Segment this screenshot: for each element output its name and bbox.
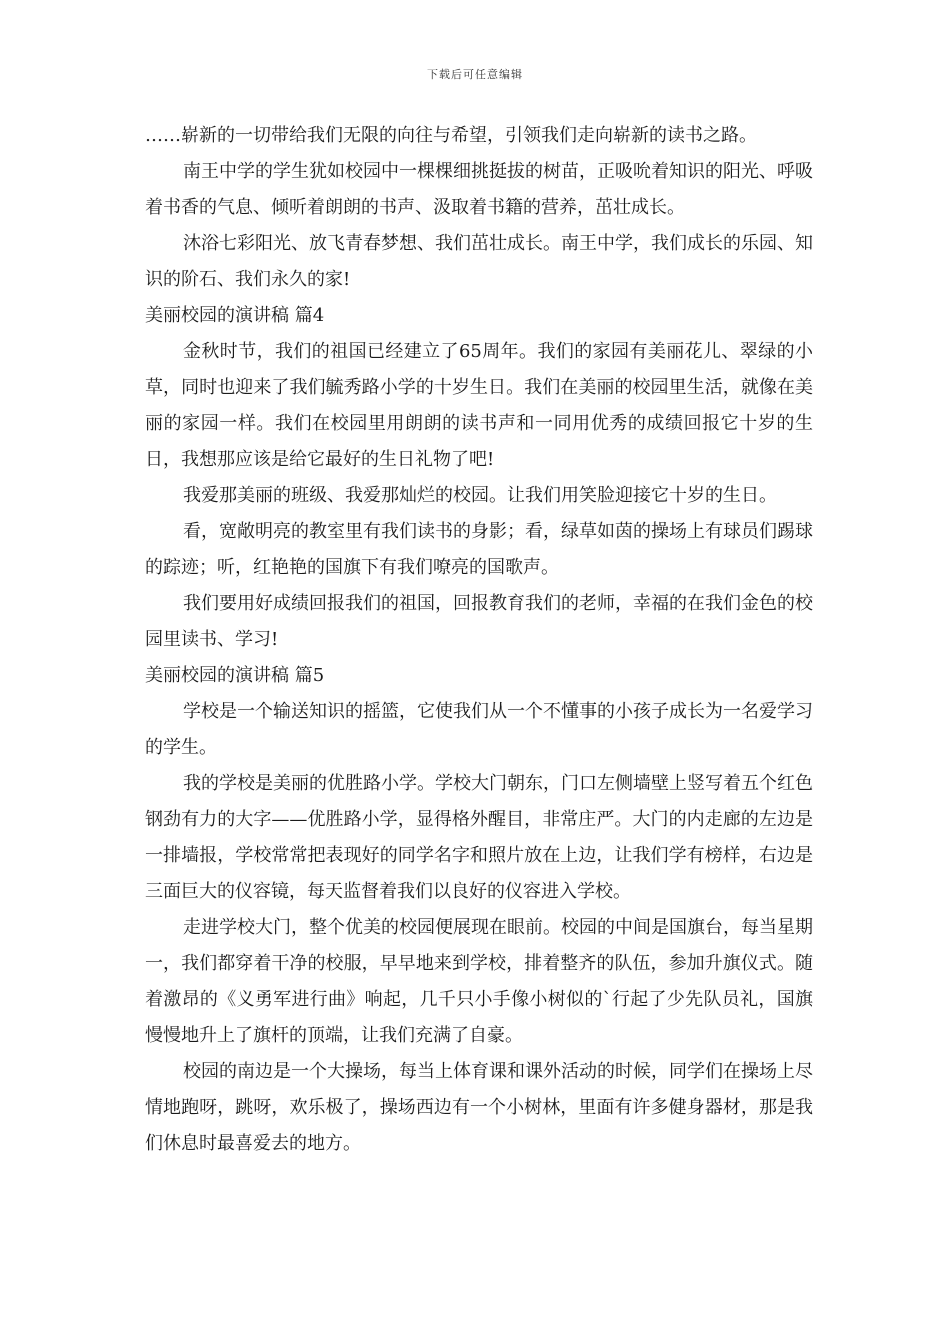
paragraph: 南王中学的学生犹如校园中一棵棵细挑挺拔的树苗，正吸吮着知识的阳光、呼吸着书香的气息、倾听着朗朗的书声、汲取着书籍的营养，茁壮成长。 <box>145 161 813 218</box>
paragraph: 沐浴七彩阳光、放飞青春梦想、我们茁壮成长。南王中学，我们成长的乐园、知识的阶石、我们永久的家! <box>145 233 813 290</box>
paragraph: 我爱那美丽的班级、我爱那灿烂的校园。让我们用笑脸迎接它十岁的生日。 <box>183 485 777 506</box>
section-heading: 美丽校园的演讲稿 篇4 <box>145 305 325 326</box>
paragraph: 金秋时节，我们的祖国已经建立了65周年。我们的家园有美丽花儿、翠绿的小草，同时也迎来了我们毓秀路小学的十岁生日。我们在美丽的校园里生活，就像在美丽的家园一样。我们在校园里用朗朗的读书声和一同用优秀的成绩回报它十岁的生日，我想那应该是给它最好的生日礼物了吧! <box>145 341 813 470</box>
paragraph: 校园的南边是一个大操场，每当上体育课和课外活动的时候，同学们在操场上尽情地跑呀，跳呀，欢乐极了，操场西边有一个小树林，里面有许多健身器材，那是我们休息时最喜爱去的地方。 <box>145 1061 813 1154</box>
paragraph: 学校是一个输送知识的摇篮，它使我们从一个不懂事的小孩子成长为一名爱学习的学生。 <box>145 701 813 758</box>
paragraph: 走进学校大门，整个优美的校园便展现在眼前。校园的中间是国旗台，每当星期一，我们都穿着干净的校服，早早地来到学校，排着整齐的队伍，参加升旗仪式。随着激昂的《义勇军进行曲》响起，几千只小手像小树似的`行起了少先队员礼，国旗慢慢地升上了旗杆的顶端，让我们充满了自豪。 <box>145 917 813 1046</box>
paragraph: 我的学校是美丽的优胜路小学。学校大门朝东，门口左侧墙壁上竖写着五个红色钢劲有力的大字——优胜路小学，显得格外醒目，非常庄严。大门的内走廊的左边是一排墙报，学校常常把表现好的同学名字和照片放在上边，让我们学有榜样，右边是三面巨大的仪容镜，每天监督着我们以良好的仪容进入学校。 <box>145 773 813 902</box>
section-heading: 美丽校园的演讲稿 篇5 <box>145 665 325 686</box>
paragraph: 我们要用好成绩回报我们的祖国，回报教育我们的老师，幸福的在我们金色的校园里读书、学习! <box>145 593 813 650</box>
paragraph: ……崭新的一切带给我们无限的向往与希望，引领我们走向崭新的读书之路。 <box>145 125 757 146</box>
paragraph: 看，宽敞明亮的教室里有我们读书的身影；看，绿草如茵的操场上有球员们踢球的踪迹；听，红艳艳的国旗下有我们嘹亮的国歌声。 <box>145 521 813 578</box>
document-body <box>145 118 813 1162</box>
page-header: 下载后可任意编辑 <box>427 68 523 81</box>
